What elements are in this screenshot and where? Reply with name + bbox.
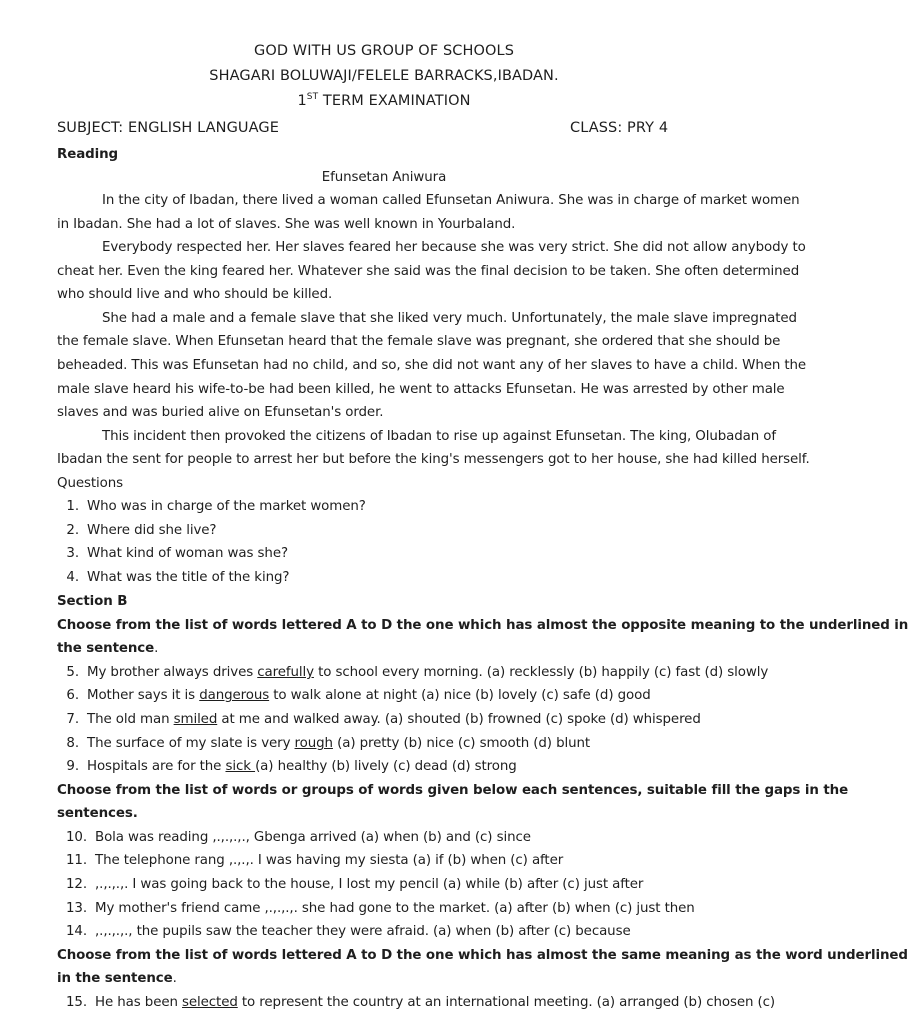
instruction-period: .: [154, 641, 159, 656]
question-text: The telephone rang ,.,.,. I was having my siesta (a) if (b) when (c) after: [95, 853, 564, 868]
question-item: [57, 522, 216, 540]
question-number: 15.: [66, 995, 87, 1010]
question-number: 7.: [66, 712, 79, 727]
underlined-word: smiled: [173, 712, 218, 727]
question-options: (a) pretty (b) nice (c) smooth (d) blunt: [332, 736, 591, 751]
underlined-word: carefully: [257, 665, 314, 680]
question-text: What was the title of the king?: [87, 570, 290, 585]
question-text: Where did she live?: [87, 523, 217, 538]
subject-label: SUBJECT: ENGLISH LANGUAGE: [57, 120, 279, 136]
passage-line: male slave heard his wife-to-be had been killed, he went to attacks Efunsetan. He was arrested by other male: [57, 382, 785, 397]
instruction-gaps: Choose from the list of words or groups of words given below each sentences, suitable fill the gaps in the: [57, 783, 849, 798]
reading-heading: Reading: [57, 147, 119, 162]
question-number: 2.: [66, 523, 79, 538]
passage-title: Efunsetan Aniwura: [321, 170, 447, 185]
question-item: [57, 923, 631, 941]
passage-line: Everybody respected her. Her slaves feared her because she was very strict. She did not allow anybody to: [102, 240, 806, 255]
question-item: [57, 711, 701, 729]
passage-line: slaves and was buried alive on Efunsetan's order.: [57, 405, 384, 420]
underlined-word: selected: [182, 995, 238, 1010]
instruction-same: Choose from the list of words lettered A to D the one which has almost the same meaning as the word underlined: [57, 948, 908, 963]
question-options: to school every morning. (a) recklessly (b) happily (c) fast (d) slowly: [313, 665, 769, 680]
passage-line: In the city of Ibadan, there lived a woman called Efunsetan Aniwura. She was in charge of market women: [102, 193, 800, 208]
question-number: 1.: [66, 499, 79, 514]
term-number: 1: [297, 93, 307, 109]
question-number: 5.: [66, 665, 79, 680]
question-text: Mother says it is: [87, 688, 200, 703]
passage-line: the female slave. When Efunsetan heard that the female slave was pregnant, she ordered that she should be: [57, 334, 781, 349]
school-name: GOD WITH US GROUP OF SCHOOLS: [253, 43, 515, 59]
question-number: 9.: [66, 759, 79, 774]
question-item: [57, 852, 563, 870]
question-options: (a) healthy (b) lively (c) dead (d) strong: [255, 759, 517, 774]
instruction-gaps-cont: sentences.: [57, 806, 138, 821]
instruction-text: the sentence: [57, 641, 155, 656]
term-rest: TERM EXAMINATION: [318, 93, 471, 109]
question-number: 13.: [66, 901, 87, 916]
question-item: [57, 545, 288, 563]
question-item: [57, 498, 366, 516]
question-text: What kind of woman was she?: [87, 546, 288, 561]
underlined-word: sick: [225, 759, 256, 774]
passage-line: Ibadan the sent for people to arrest her but before the king's messengers got to her house, she had killed herself.: [57, 452, 810, 467]
question-options: to represent the country at an international meeting. (a) arranged (b) chosen (c): [237, 995, 776, 1010]
instruction-text: in the sentence: [57, 971, 173, 986]
underlined-word: dangerous: [199, 688, 270, 703]
question-text: The surface of my slate is very: [87, 736, 295, 751]
instruction-same-cont: [57, 970, 177, 988]
question-options: to walk alone at night (a) nice (b) lovely (c) safe (d) good: [269, 688, 651, 703]
question-number: 11.: [66, 853, 87, 868]
instruction-opposite: Choose from the list of words lettered A to D the one which has almost the opposite meaning to the underlined in: [57, 618, 908, 633]
instruction-opposite-cont: [57, 640, 158, 658]
instruction-period: .: [172, 971, 177, 986]
question-text: ,.,.,.,. I was going back to the house, I lost my pencil (a) while (b) after (c) just after: [95, 877, 644, 892]
question-item: [57, 664, 768, 682]
questions-heading: Questions: [57, 476, 123, 491]
question-number: 14.: [66, 924, 87, 939]
question-number: 6.: [66, 688, 79, 703]
question-item: [57, 758, 517, 776]
passage-line: in Ibadan. She had a lot of slaves. She was well known in Yourbaland.: [57, 217, 516, 232]
question-options: at me and walked away. (a) shouted (b) frowned (c) spoke (d) whispered: [217, 712, 701, 727]
question-number: 4.: [66, 570, 79, 585]
question-text: Who was in charge of the market women?: [87, 499, 366, 514]
question-number: 10.: [66, 830, 87, 845]
section-b-heading: Section B: [57, 594, 128, 609]
question-number: 12.: [66, 877, 87, 892]
question-item: [57, 994, 775, 1012]
question-item: [57, 569, 289, 587]
passage-line: cheat her. Even the king feared her. Whatever she said was the final decision to be taken. She often determined: [57, 264, 800, 279]
question-text: My brother always drives: [87, 665, 258, 680]
question-text: My mother's friend came ,.,.,.,. she had gone to the market. (a) after (b) when (c) just then: [95, 901, 695, 916]
question-item: [57, 829, 531, 847]
passage-line: beheaded. This was Efunsetan had no child, and so, she did not want any of her slaves to have a child. When the: [57, 358, 807, 373]
question-text: Hospitals are for the: [87, 759, 226, 774]
passage-line: She had a male and a female slave that she liked very much. Unfortunately, the male slave impregnated: [102, 311, 797, 326]
question-text: The old man: [87, 712, 174, 727]
passage-line: This incident then provoked the citizens of Ibadan to rise up against Efunsetan. The king, Olubadan of: [102, 429, 776, 444]
question-number: 8.: [66, 736, 79, 751]
passage-line: who should live and who should be killed.: [57, 287, 333, 302]
exam-title: [0, 92, 768, 110]
question-text: He has been: [95, 995, 183, 1010]
question-number: 3.: [66, 546, 79, 561]
class-label: CLASS: PRY 4: [570, 120, 669, 136]
question-item: [57, 735, 590, 753]
question-item: [57, 687, 651, 705]
school-address: SHAGARI BOLUWAJI/FELELE BARRACKS,IBADAN.: [209, 68, 559, 84]
underlined-word: rough: [294, 736, 333, 751]
question-item: [57, 900, 695, 918]
question-text: ,.,.,.,., the pupils saw the teacher they were afraid. (a) when (b) after (c) because: [95, 924, 631, 939]
question-item: [57, 876, 643, 894]
term-superscript: ST: [306, 92, 319, 103]
question-text: Bola was reading ,.,.,.,., Gbenga arrived (a) when (b) and (c) since: [95, 830, 531, 845]
